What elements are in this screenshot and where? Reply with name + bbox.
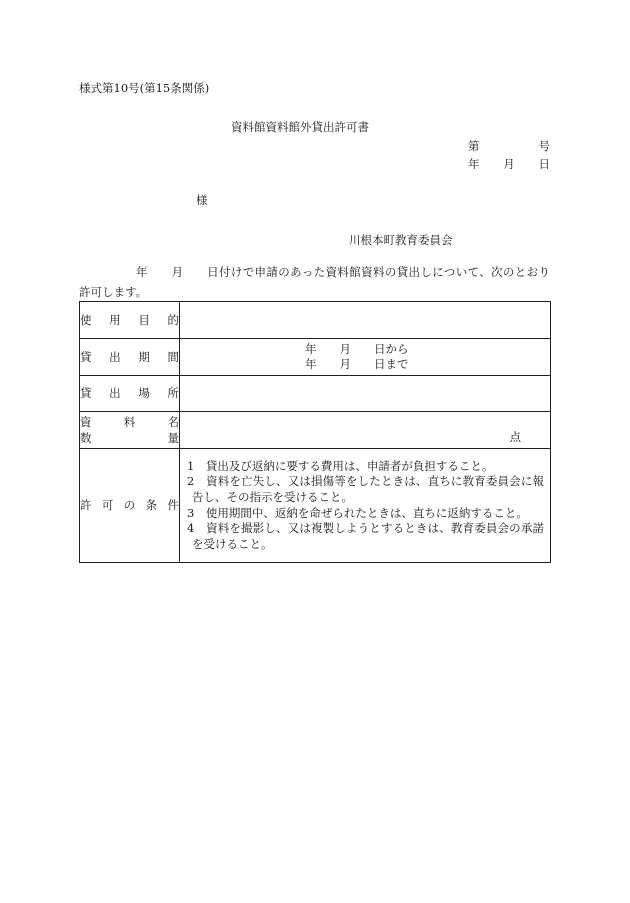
permit-table <box>79 301 551 563</box>
label-char: 資 <box>80 415 92 429</box>
purpose-value-cell <box>180 302 551 339</box>
quantity-unit: 点 <box>509 430 521 444</box>
label-char: 件 <box>167 498 179 512</box>
condition-item-3: 3 使用期間中、返納を命ぜられたときは、直ちに返納すること。 <box>187 505 528 520</box>
condition-item-2-continued: 告し、その指示を受けること。 <box>192 489 353 504</box>
period-label <box>80 350 179 365</box>
label-char: 名 <box>167 415 179 429</box>
row-conditions <box>80 449 551 563</box>
label-char: 場 <box>138 386 150 400</box>
label-char: 的 <box>167 312 179 327</box>
label-char: 間 <box>167 349 179 364</box>
label-char: 貸 <box>80 349 92 364</box>
label-char: 許 <box>80 498 92 512</box>
materials-label-cell <box>80 412 180 449</box>
intro-text-line-2: 許可します。 <box>79 285 148 299</box>
label-char: 目 <box>138 312 150 327</box>
period-to: 年 月 日まで <box>305 357 409 371</box>
purpose-label <box>80 313 179 328</box>
conditions-value-cell <box>180 449 551 563</box>
doc-number-prefix: 第 <box>468 139 480 153</box>
label-char: 用 <box>109 312 121 327</box>
doc-number-suffix: 号 <box>538 139 550 153</box>
document-title: 資料館資料館外貸出許可書 <box>231 120 369 134</box>
form-number: 様式第10号(第15条関係) <box>79 81 210 95</box>
label-char: 貸 <box>80 386 92 400</box>
label-char: の <box>123 498 136 512</box>
label-char: 可 <box>101 498 114 512</box>
date-month: 月 <box>503 157 515 171</box>
label-char: 期 <box>138 349 150 364</box>
place-label-cell <box>80 376 180 412</box>
addressee-honorific: 様 <box>196 193 208 207</box>
issuer-name: 川根本町教育委員会 <box>349 233 453 247</box>
label-char: 数 <box>80 431 92 445</box>
period-from: 年 月 日から <box>305 342 409 356</box>
label-char: 出 <box>109 349 121 364</box>
label-char: 量 <box>167 431 179 445</box>
quantity-label <box>80 430 179 446</box>
row-place <box>80 376 551 412</box>
date-day: 日 <box>538 157 550 171</box>
condition-item-1: 1 貸出及び返納に要する費用は、申請者が負担すること。 <box>187 458 494 473</box>
conditions-label-cell <box>80 449 180 563</box>
label-char: 所 <box>167 386 179 400</box>
label-char: 出 <box>109 386 121 400</box>
condition-item-4: 4 資料を撮影し、又は複製しようとするときは、教育委員会の承諾 <box>187 521 544 536</box>
place-label <box>80 386 179 401</box>
material-name-label <box>80 414 179 430</box>
label-char: 使 <box>80 312 92 327</box>
condition-item-2: 2 資料を亡失し、又は損傷等をしたときは、直ちに教育委員会に報 <box>187 474 544 489</box>
conditions-label <box>80 498 179 513</box>
row-period <box>80 339 551 376</box>
period-label-cell <box>80 339 180 376</box>
materials-value-cell <box>180 412 551 449</box>
place-value-cell <box>180 376 551 412</box>
intro-text-line-1: 年 月 日付けで申請のあった資料館資料の貸出しについて、次のとおり <box>136 265 550 279</box>
row-purpose <box>80 302 551 339</box>
label-char: 条 <box>145 498 158 512</box>
date-year: 年 <box>468 157 480 171</box>
row-materials <box>80 412 551 449</box>
period-value-cell <box>180 339 551 376</box>
document-number <box>468 139 550 154</box>
purpose-label-cell <box>80 302 180 339</box>
issue-date <box>468 157 550 172</box>
condition-item-4-continued: を受けること。 <box>192 536 273 551</box>
label-char: 料 <box>123 415 136 429</box>
